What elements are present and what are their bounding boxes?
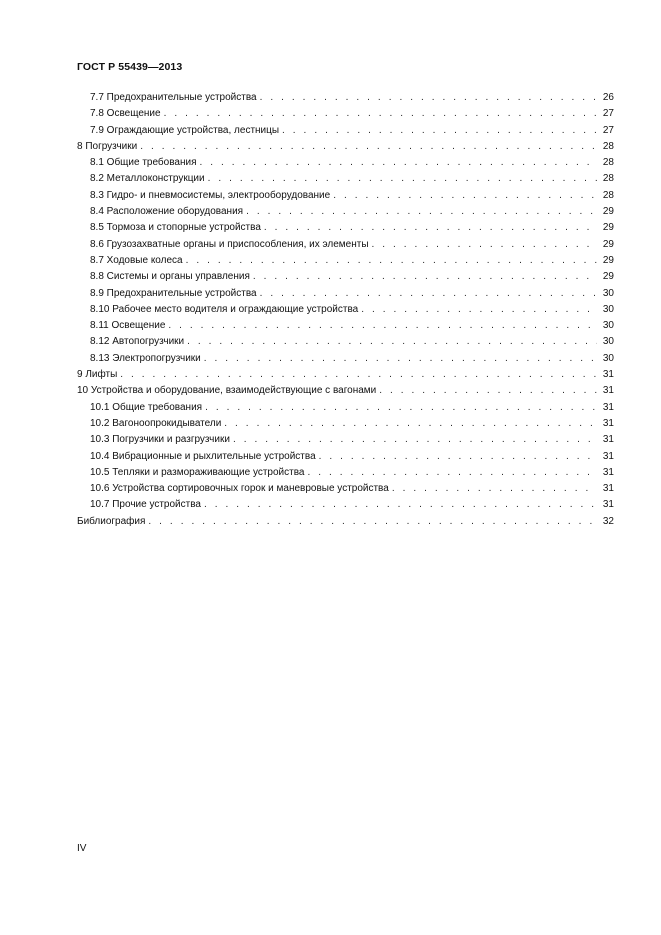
toc-dot-leader bbox=[260, 286, 597, 302]
toc-dot-leader bbox=[208, 171, 597, 187]
toc-entry-page: 27 bbox=[602, 108, 614, 120]
toc-entry-title: 8 Погрузчики bbox=[77, 140, 138, 152]
toc-dot-leader bbox=[200, 155, 597, 171]
toc-entry-title: 8.10 Рабочее место водителя и ограждающие устройства bbox=[90, 303, 359, 315]
toc-dot-leader bbox=[392, 481, 597, 497]
toc-entry-page: 30 bbox=[602, 352, 614, 364]
toc-dot-leader bbox=[264, 220, 597, 236]
toc-entry-page: 31 bbox=[602, 417, 614, 429]
toc-entry-title: 10.4 Вибрационные и рыхлительные устройства bbox=[90, 450, 316, 462]
toc-entry-title: Библиография bbox=[77, 515, 146, 527]
toc-entry-page: 31 bbox=[602, 466, 614, 478]
toc-entry-title: 8.12 Автопогрузчики bbox=[90, 336, 185, 348]
toc-entry-page: 29 bbox=[602, 271, 614, 283]
toc-entry-page: 29 bbox=[602, 206, 614, 218]
toc-dot-leader bbox=[282, 123, 597, 139]
toc-entry bbox=[77, 334, 614, 350]
toc-entry bbox=[77, 204, 614, 220]
toc-entry-page: 30 bbox=[602, 336, 614, 348]
toc-entry bbox=[77, 400, 614, 416]
toc-entry-page: 31 bbox=[602, 434, 614, 446]
toc-entry-title: 10.5 Тепляки и размораживающие устройства bbox=[90, 466, 305, 478]
toc-dot-leader bbox=[319, 449, 597, 465]
toc-entry bbox=[77, 269, 614, 285]
toc-entry bbox=[77, 497, 614, 513]
toc-entry bbox=[77, 171, 614, 187]
toc-entry-page: 30 bbox=[602, 287, 614, 299]
toc-entry-title: 8.13 Электропогрузчики bbox=[90, 352, 201, 364]
toc-entry-page: 28 bbox=[602, 140, 614, 152]
toc-entry-page: 30 bbox=[602, 303, 614, 315]
toc-entry-title: 8.9 Предохранительные устройства bbox=[90, 287, 257, 299]
toc-dot-leader bbox=[260, 90, 597, 106]
toc-entry-page: 31 bbox=[602, 369, 614, 381]
toc-entry-page: 31 bbox=[602, 401, 614, 413]
toc-dot-leader bbox=[246, 204, 597, 220]
toc-entry bbox=[77, 432, 614, 448]
toc-dot-leader bbox=[205, 400, 597, 416]
toc-entry bbox=[77, 367, 614, 383]
toc-entry-page: 29 bbox=[602, 238, 614, 250]
toc-entry-title: 10.2 Вагоноопрокидыватели bbox=[90, 417, 222, 429]
toc-entry-title: 8.4 Расположение оборудования bbox=[90, 206, 244, 218]
toc-dot-leader bbox=[120, 367, 597, 383]
toc-dot-leader bbox=[307, 465, 597, 481]
toc-entry-title: 10.1 Общие требования bbox=[90, 401, 203, 413]
toc-entry-page: 32 bbox=[602, 515, 614, 527]
toc-entry-title: 7.8 Освещение bbox=[90, 108, 161, 120]
toc-entry bbox=[77, 286, 614, 302]
toc-entry-page: 31 bbox=[602, 483, 614, 495]
toc-entry bbox=[77, 514, 614, 530]
toc-entry-title: 10 Устройства и оборудование, взаимодействующие с вагонами bbox=[77, 385, 377, 397]
toc-entry-page: 28 bbox=[602, 173, 614, 185]
toc-dot-leader bbox=[372, 237, 597, 253]
toc-entry bbox=[77, 155, 614, 171]
toc-dot-leader bbox=[379, 383, 597, 399]
toc-entry-title: 8.7 Ходовые колеса bbox=[90, 254, 183, 266]
page-number: IV bbox=[77, 843, 87, 854]
toc-entry-page: 31 bbox=[602, 450, 614, 462]
toc-entry bbox=[77, 383, 614, 399]
toc-entry bbox=[77, 465, 614, 481]
toc-entry-page: 27 bbox=[602, 124, 614, 136]
toc-entry-title: 10.3 Погрузчики и разгрузчики bbox=[90, 434, 230, 446]
toc-entry-title: 10.6 Устройства сортировочных горок и маневровые устройства bbox=[90, 483, 389, 495]
toc-entry-page: 29 bbox=[602, 254, 614, 266]
toc-entry bbox=[77, 351, 614, 367]
toc-dot-leader bbox=[187, 334, 597, 350]
toc-entry-page: 29 bbox=[602, 222, 614, 234]
toc-dot-leader bbox=[148, 514, 597, 530]
toc-entry bbox=[77, 188, 614, 204]
toc-dot-leader bbox=[204, 497, 597, 513]
toc-dot-leader bbox=[186, 253, 597, 269]
toc-entry-title: 8.2 Металлоконструкции bbox=[90, 173, 205, 185]
toc-entry-page: 28 bbox=[602, 189, 614, 201]
toc-dot-leader bbox=[204, 351, 597, 367]
toc-entry-page: 31 bbox=[602, 499, 614, 511]
toc-entry bbox=[77, 220, 614, 236]
toc-entry bbox=[77, 90, 614, 106]
toc-entry bbox=[77, 481, 614, 497]
table-of-contents bbox=[77, 90, 614, 530]
toc-entry-title: 7.9 Ограждающие устройства, лестницы bbox=[90, 124, 280, 136]
toc-entry-title: 8.3 Гидро- и пневмосистемы, электрооборудование bbox=[90, 189, 331, 201]
toc-entry-title: 8.8 Системы и органы управления bbox=[90, 271, 250, 283]
toc-entry bbox=[77, 449, 614, 465]
toc-entry bbox=[77, 139, 614, 155]
toc-entry-title: 8.6 Грузозахватные органы и приспособления, их элементы bbox=[90, 238, 369, 250]
toc-dot-leader bbox=[168, 318, 597, 334]
toc-entry bbox=[77, 106, 614, 122]
toc-dot-leader bbox=[164, 106, 597, 122]
toc-entry-title: 8.1 Общие требования bbox=[90, 157, 197, 169]
toc-dot-leader bbox=[253, 269, 597, 285]
toc-entry-title: 8.5 Тормоза и стопорные устройства bbox=[90, 222, 261, 234]
toc-entry bbox=[77, 302, 614, 318]
toc-dot-leader bbox=[361, 302, 597, 318]
toc-entry-title: 7.7 Предохранительные устройства bbox=[90, 92, 257, 103]
toc-dot-leader bbox=[140, 139, 597, 155]
toc-entry-page: 31 bbox=[602, 385, 614, 397]
toc-dot-leader bbox=[333, 188, 597, 204]
toc-entry bbox=[77, 237, 614, 253]
toc-entry-title: 8.11 Освещение bbox=[90, 320, 166, 332]
toc-entry-title: 10.7 Прочие устройства bbox=[90, 499, 201, 511]
toc-entry-page: 30 bbox=[602, 320, 614, 332]
toc-entry bbox=[77, 123, 614, 139]
toc-dot-leader bbox=[233, 432, 597, 448]
toc-entry-page: 28 bbox=[602, 157, 614, 169]
toc-entry bbox=[77, 253, 614, 269]
toc-entry-title: 9 Лифты bbox=[77, 369, 118, 381]
document-header: ГОСТ Р 55439—2013 bbox=[77, 61, 183, 73]
toc-entry-page: 26 bbox=[602, 92, 614, 103]
toc-entry bbox=[77, 318, 614, 334]
toc-entry bbox=[77, 416, 614, 432]
toc-dot-leader bbox=[224, 416, 597, 432]
